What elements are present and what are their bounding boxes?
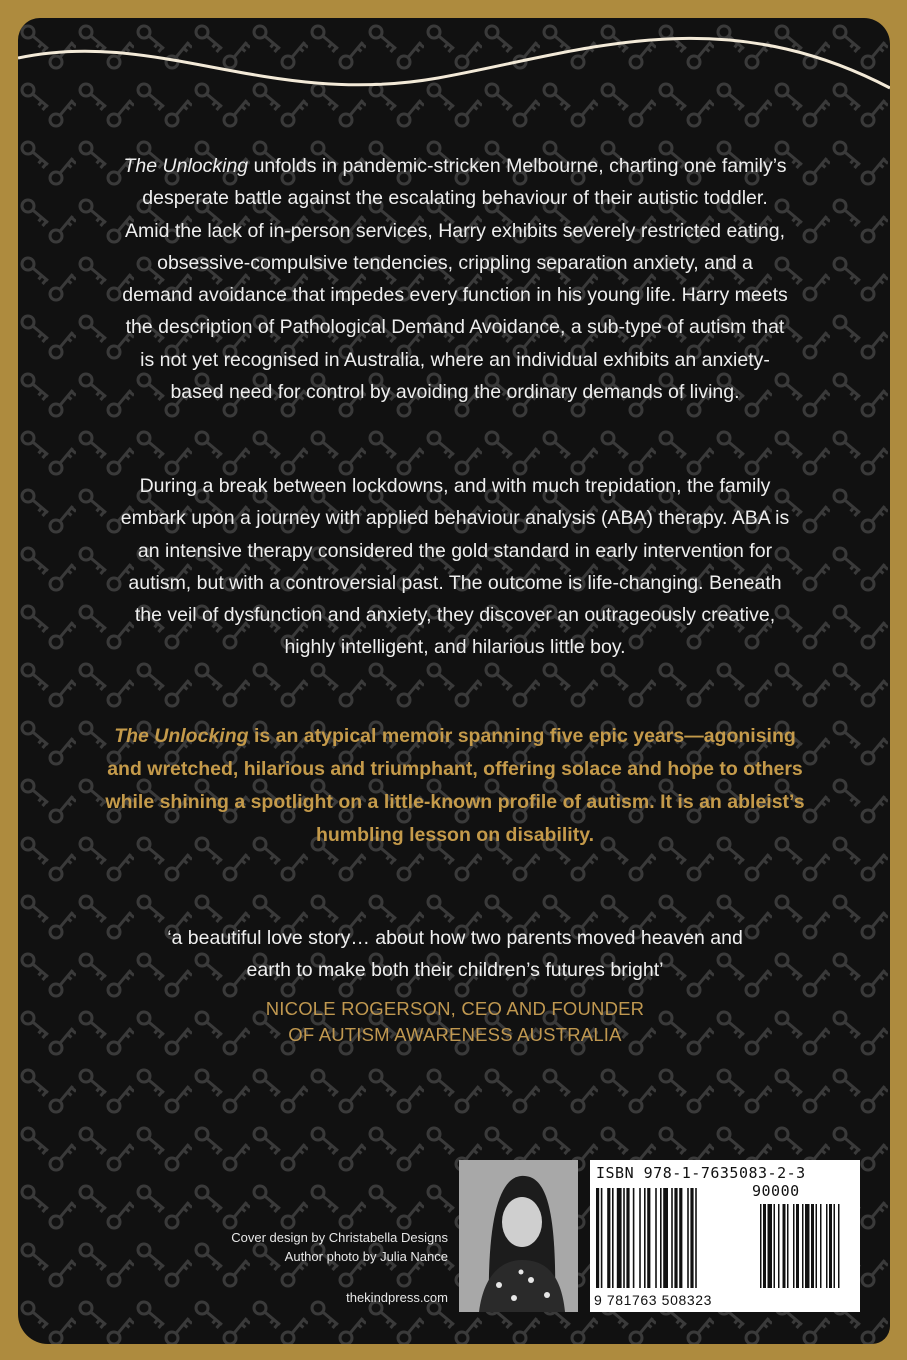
endorsement-attribution <box>200 996 710 1048</box>
author-photo-credit: Author photo by Julia Nance <box>284 1249 448 1264</box>
ean-number: 9 781763 508323 <box>594 1292 712 1308</box>
paragraph-text: unfolds in pandemic-stricken Melbourne, charting one family’s desperate battle against the escalating behaviour of their autistic toddler. Amid the lack of in-person services, Harry exhibits severely restricted eating, obsessive-compulsive tendencies, crippling separation anxiety, and a demand avoidance that impedes every function in his young life. Harry meets the description of Pathological Demand Avoidance, a sub-type of autism that is not yet recognised in Australia, where an individual exhibits an anxiety-based need for control by avoiding the ordinary demands of living. <box>122 155 788 404</box>
attribution-line-1: NICOLE ROGERSON, CEO AND FOUNDER <box>265 998 645 1019</box>
credits <box>231 1228 448 1266</box>
book-title: The Unlocking <box>123 155 249 177</box>
isbn-number: ISBN 978-1-7635083-2-3 <box>596 1164 806 1182</box>
paragraph-text: is an atypical memoir spanning five epic years—agonising and wretched, hilarious and triumphant, offering solace and hope to others while shining a spotlight on a little-known profile of autism. It is an ableist’s humbling lesson on disability. <box>105 725 805 846</box>
endorsement-quote: ‘a beautiful love story… about how two parents moved heaven and earth to make both their children’s futures bright’ <box>167 927 743 981</box>
isbn-barcode <box>590 1160 860 1312</box>
book-title: The Unlocking <box>114 725 249 747</box>
barcode-bars <box>590 1160 860 1312</box>
publisher-website: thekindpress.com <box>346 1290 448 1305</box>
attribution-line-2: OF AUTISM AWARENESS AUSTRALIA <box>288 1024 622 1045</box>
author-portrait-icon <box>459 1160 578 1312</box>
highlight-paragraph <box>100 720 810 852</box>
decorative-wave <box>18 18 890 138</box>
paragraph-text: During a break between lockdowns, and with much trepidation, the family embark upon a journey with applied behaviour analysis (ABA) therapy. ABA is an intensive therapy considered the gold standard in early intervention for autism, but with a controversial past. The outcome is life-changing. Beneath the veil of dysfunction and anxiety, they discover an outrageously creative, highly intelligent, and hilarious little boy. <box>120 475 790 659</box>
description-paragraph-2 <box>120 470 790 664</box>
description-paragraph-1 <box>120 150 790 408</box>
author-photo <box>459 1160 578 1312</box>
cover-design-credit: Cover design by Christabella Designs <box>231 1230 448 1245</box>
price-code: 90000 <box>752 1182 800 1200</box>
